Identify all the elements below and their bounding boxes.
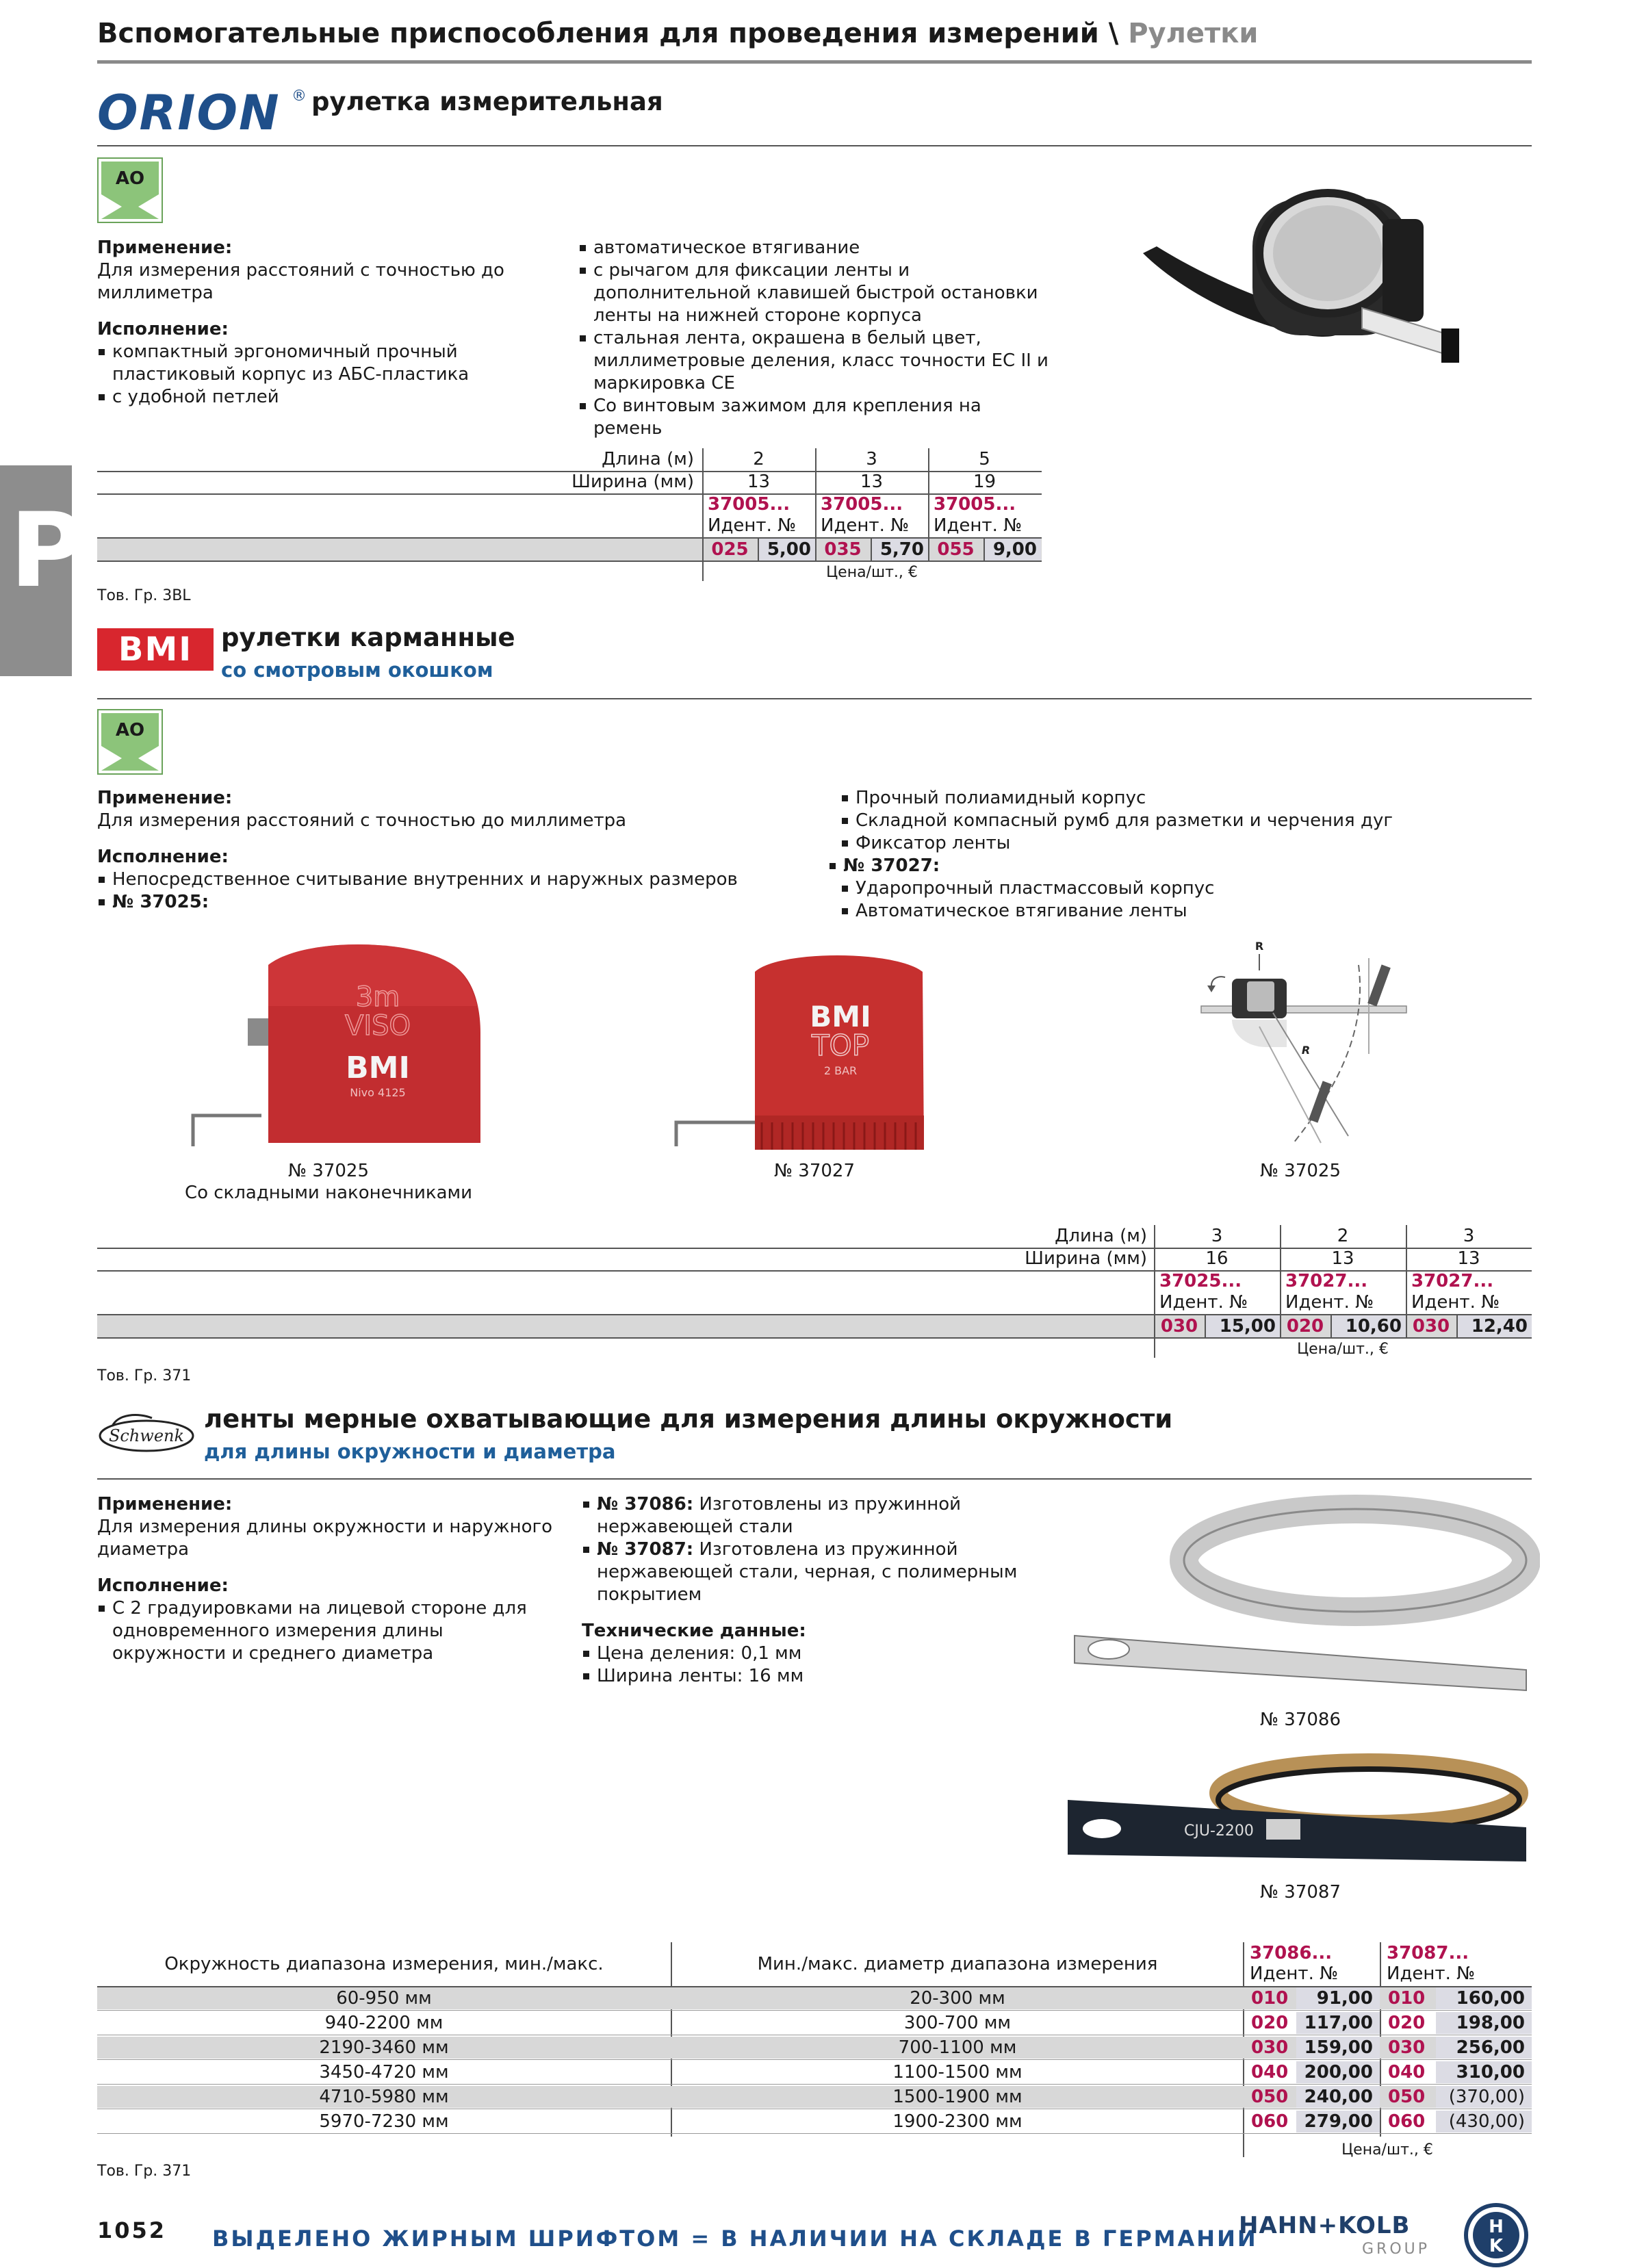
schwenk-logo xyxy=(97,1411,196,1454)
bmi-37027-line2: TOP xyxy=(811,1029,870,1062)
section1-title: рулетка измерительная xyxy=(311,87,663,116)
id-code: 030 xyxy=(1388,2037,1426,2058)
length-row-label-2: Длина (м) xyxy=(1055,1226,1147,1246)
feature-item: Складной компасный румб для разметки и черчения дуг xyxy=(840,810,1526,832)
right-list-a xyxy=(828,787,1526,855)
circumference-value: 5970-7230 мм xyxy=(319,2111,449,2132)
caption-37025-b-line1: № 37025 xyxy=(1259,1161,1341,1181)
length-row-label: Длина (м) xyxy=(602,449,694,469)
id-code: 030 xyxy=(1251,2037,1289,2058)
execution-label-2: Исполнение: xyxy=(97,847,229,867)
diameter-value: 300-700 мм xyxy=(903,2013,1012,2033)
id-label-37087: Идент. № xyxy=(1387,1963,1476,1984)
note-37087 xyxy=(582,1538,1047,1606)
diameter-value: 1900-2300 мм xyxy=(892,2111,1023,2132)
price-value: 10,60 xyxy=(1345,1316,1402,1337)
article-number: 37005... xyxy=(708,494,790,515)
width-value: 13 xyxy=(1457,1248,1480,1269)
price-value: 279,00 xyxy=(1304,2111,1373,2132)
execution-item: компактный эргономичный прочный пластиковый корпус из АБС-пластика xyxy=(97,341,535,386)
header-subtitle: Рулетки xyxy=(1128,18,1259,49)
hahn-kolb-brand: HAHN+KOLB xyxy=(1239,2212,1411,2239)
section2-table xyxy=(97,1225,1532,1362)
price-value: 9,00 xyxy=(992,539,1037,560)
id-label-37086: Идент. № xyxy=(1250,1963,1339,1984)
note-37086-text: Изготовлены из пружинной нержавеющей стали xyxy=(597,1494,962,1537)
header-title: Вспомогательные приспособления для проведения измерений xyxy=(97,18,1099,49)
feature-item: Прочный полиамидный корпус xyxy=(840,787,1526,810)
execution-item: С 2 градуировками на лицевой стороне для одновременного измерения длины окружности и среднего диаметра xyxy=(97,1597,563,1665)
feature-item: Фиксатор ленты xyxy=(840,832,1526,855)
width-value: 13 xyxy=(1331,1248,1354,1269)
note-37086-label: № 37086: xyxy=(597,1494,694,1515)
price-value: 198,00 xyxy=(1456,2013,1525,2033)
diameter-value: 20-300 мм xyxy=(910,1988,1005,2009)
id-code: 040 xyxy=(1388,2062,1426,2083)
id-label: Идент. № xyxy=(934,515,1023,536)
feature-item: Ударопрочный пластмассовый корпус xyxy=(840,877,1526,900)
id-code: 060 xyxy=(1388,2111,1426,2132)
feature-item: автоматическое втягивание xyxy=(578,237,1051,259)
side-tab-glyph: P xyxy=(10,491,85,610)
section3-mid-text xyxy=(582,1493,1047,1688)
article-number: 37027... xyxy=(1411,1271,1494,1291)
id-code: 025 xyxy=(711,539,749,560)
row-divider xyxy=(97,2133,1532,2134)
price-value: (370,00) xyxy=(1448,2087,1525,2107)
section3-title: ленты мерные охватывающие для измерения длины окружности xyxy=(204,1404,1173,1434)
price-value: 5,00 xyxy=(767,539,811,560)
diameter-value: 1100-1500 мм xyxy=(892,2062,1023,2083)
section3-subtitle: для длины окружности и диаметра xyxy=(204,1440,616,1463)
feature-item: Со винтовым зажимом для крепления на ремень xyxy=(578,395,1051,440)
section2-rule xyxy=(97,698,1532,699)
ao-badge xyxy=(97,157,163,223)
section1-table xyxy=(97,448,1042,585)
diameter-value: 700-1100 мм xyxy=(898,2037,1017,2058)
ao-badge-2 xyxy=(97,709,163,775)
price-label-3: Цена/шт., € xyxy=(1341,2141,1433,2159)
tech-list xyxy=(582,1642,1047,1688)
orion-logo-text: ORION xyxy=(97,85,281,141)
section2-title: рулетки карманные xyxy=(221,623,515,652)
art-37086: 37086... xyxy=(1250,1943,1333,1963)
execution-item: Непосредственное считывание внутренних и наружных размеров xyxy=(97,868,816,891)
bmi-logo xyxy=(97,628,214,671)
circumference-value: 2190-3460 мм xyxy=(319,2037,449,2058)
row-divider xyxy=(97,2010,1532,2011)
hahn-kolb-group: GROUP xyxy=(1362,2241,1430,2258)
bmi-37025-line1: 3m xyxy=(355,981,400,1013)
id-label: Идент. № xyxy=(1285,1292,1374,1313)
note-37087-label: № 37087: xyxy=(597,1539,694,1560)
right-list-b xyxy=(828,877,1526,923)
length-value: 2 xyxy=(1337,1226,1349,1246)
caption-37025-a-line1: № 37025 xyxy=(287,1161,369,1181)
application-text-2: Для измерения расстояний с точностью до миллиметра xyxy=(97,810,627,831)
feature-item: с рычагом для фиксации ленты и дополнительной клавишей быстрой остановки ленты на нижней стороне корпуса xyxy=(578,259,1051,327)
header-rule xyxy=(97,60,1532,64)
feature-item: Автоматическое втягивание ленты xyxy=(840,900,1526,923)
caption-37025-b xyxy=(1177,1160,1424,1182)
bmi-37025-image xyxy=(179,938,494,1157)
application-label: Применение: xyxy=(97,237,233,258)
caption-37027-line1: № 37027 xyxy=(773,1161,855,1181)
width-value: 13 xyxy=(747,472,771,492)
tech-label: Технические данные: xyxy=(582,1621,806,1641)
compass-label-r1: R xyxy=(1255,940,1264,953)
art-37087: 37087... xyxy=(1387,1943,1469,1963)
section2-subtitle: со смотровым окошком xyxy=(221,658,493,682)
circumference-value: 3450-4720 мм xyxy=(319,2062,449,2083)
width-row-label: Ширина (мм) xyxy=(571,472,694,492)
tech-item: Цена деления: 0,1 мм xyxy=(582,1642,1047,1665)
id-code: 035 xyxy=(824,539,862,560)
article-number: 37005... xyxy=(934,494,1016,515)
section2-group: Тов. Гр. 371 xyxy=(97,1367,192,1384)
caption-37025-a xyxy=(137,1160,520,1204)
bmi-37027-brand: BMI xyxy=(810,1000,871,1033)
id-label: Идент. № xyxy=(821,515,910,536)
id-code: 050 xyxy=(1388,2087,1426,2107)
bmi-37025-model: Nivo 4125 xyxy=(350,1086,406,1099)
id-code: 020 xyxy=(1286,1316,1324,1337)
price-value: 5,70 xyxy=(879,539,924,560)
id-code: 050 xyxy=(1251,2087,1289,2107)
length-value: 3 xyxy=(1463,1226,1475,1246)
application-label-3: Применение: xyxy=(97,1494,233,1515)
row-divider xyxy=(97,2084,1532,2085)
caption-37087: № 37087 xyxy=(1259,1882,1341,1903)
circumference-value: 4710-5980 мм xyxy=(319,2087,449,2107)
execution-list-2 xyxy=(97,868,816,891)
note-37086 xyxy=(582,1493,1047,1538)
compass-diagram xyxy=(1191,938,1417,1157)
length-value: 5 xyxy=(979,449,990,469)
header-separator: \ xyxy=(1108,18,1119,49)
price-value: (430,00) xyxy=(1448,2111,1525,2132)
orion-tape-image xyxy=(1129,151,1485,370)
id-label: Идент. № xyxy=(1411,1292,1500,1313)
section1-group: Тов. Гр. 3BL xyxy=(97,587,191,604)
section1-rule xyxy=(97,145,1532,146)
features-list xyxy=(578,237,1051,440)
compass-label-r2: R xyxy=(1301,1044,1311,1057)
price-label: Цена/шт., € xyxy=(826,564,918,581)
price-value: 200,00 xyxy=(1304,2062,1373,2083)
length-value: 2 xyxy=(753,449,764,469)
width-value: 19 xyxy=(973,472,996,492)
price-value: 12,40 xyxy=(1471,1316,1528,1337)
no-37025-label: № 37025: xyxy=(97,891,816,914)
id-label: Идент. № xyxy=(708,515,797,536)
caption-37025-a-line2: Со складными наконечниками xyxy=(184,1183,473,1203)
diameter-value: 1500-1900 мм xyxy=(892,2087,1023,2107)
feature-item: стальная лента, окрашена в белый цвет, миллиметровые деления, класс точности EC II и маркировка CE xyxy=(578,327,1051,395)
no-37027-label: № 37027: xyxy=(828,855,1526,877)
width-row-label-2: Ширина (мм) xyxy=(1025,1248,1147,1269)
circumference-value: 940-2200 мм xyxy=(324,2013,443,2033)
application-text: Для измерения расстояний с точностью до миллиметра xyxy=(97,260,504,303)
schwenk-logo-text: Schwenk xyxy=(108,1426,185,1445)
section1-features xyxy=(578,237,1051,440)
section3-group: Тов. Гр. 371 xyxy=(97,2163,192,2180)
col-circumference-header: Окружность диапазона измерения, мин./макс. xyxy=(164,1954,604,1974)
hahn-kolb-logo-k: K xyxy=(1489,2236,1504,2256)
execution-list xyxy=(97,341,535,409)
execution-list-3 xyxy=(97,1597,563,1665)
orion-logo-mark: ® xyxy=(292,88,307,105)
hahn-kolb-logo xyxy=(1463,2202,1529,2268)
id-code: 020 xyxy=(1251,2013,1289,2033)
tape-37087-text: CJU-2200 xyxy=(1184,1822,1254,1840)
length-value: 3 xyxy=(866,449,877,469)
bmi-logo-text: BMI xyxy=(118,630,193,669)
ao-badge-label: AO xyxy=(115,168,145,189)
note-37087-text: Изготовлена из пружинной нержавеющей стали, черная, с полимерным покрытием xyxy=(597,1539,1018,1605)
section1-left-text xyxy=(97,237,535,409)
hahn-kolb-logo-h: H xyxy=(1489,2217,1504,2237)
bmi-37025-brand: BMI xyxy=(346,1051,410,1085)
id-code: 060 xyxy=(1251,2111,1289,2132)
tape-37087-image xyxy=(1061,1752,1540,1889)
id-code: 020 xyxy=(1388,2013,1426,2033)
section2-left-text xyxy=(97,787,816,914)
article-number: 37025... xyxy=(1159,1271,1242,1291)
orion-logo xyxy=(97,85,307,141)
stock-note: ВЫДЕЛЕНО ЖИРНЫМ ШРИФТОМ = В НАЛИЧИИ НА СКЛАДЕ В ГЕРМАНИИ xyxy=(212,2226,1258,2252)
tech-item: Ширина ленты: 16 мм xyxy=(582,1665,1047,1688)
section3-table xyxy=(97,1942,1532,2161)
side-tab xyxy=(0,465,85,676)
tape-37086-image xyxy=(1061,1485,1540,1718)
price-value: 310,00 xyxy=(1456,2062,1525,2083)
price-value: 117,00 xyxy=(1304,2013,1373,2033)
length-value: 3 xyxy=(1211,1226,1223,1246)
id-code: 010 xyxy=(1251,1988,1289,2009)
price-value: 159,00 xyxy=(1304,2037,1373,2058)
width-value: 16 xyxy=(1205,1248,1229,1269)
row-divider xyxy=(97,2059,1532,2060)
bmi-37027-line3: 2 BAR xyxy=(823,1064,858,1077)
id-code: 055 xyxy=(937,539,975,560)
price-value: 256,00 xyxy=(1456,2037,1525,2058)
execution-label-3: Исполнение: xyxy=(97,1575,229,1596)
price-value: 240,00 xyxy=(1304,2087,1373,2107)
section3-left-text xyxy=(97,1493,563,1665)
price-value: 160,00 xyxy=(1456,1988,1525,2009)
caption-37086: № 37086 xyxy=(1259,1710,1341,1730)
id-code: 030 xyxy=(1160,1316,1198,1337)
circumference-value: 60-950 мм xyxy=(336,1988,432,2009)
section3-rule xyxy=(97,1478,1532,1480)
price-value: 91,00 xyxy=(1316,1988,1373,2009)
col-diameter-header: Мин./макс. диаметр диапазона измерения xyxy=(757,1954,1158,1974)
caption-37027 xyxy=(691,1160,938,1182)
article-number: 37027... xyxy=(1285,1271,1368,1291)
application-label-2: Применение: xyxy=(97,788,233,808)
id-code: 010 xyxy=(1388,1988,1426,2009)
ao-badge-2-label: AO xyxy=(115,720,145,740)
application-text-3: Для измерения длины окружности и наружного диаметра xyxy=(97,1517,553,1560)
page-header xyxy=(97,18,1258,49)
execution-label: Исполнение: xyxy=(97,319,229,339)
bmi-37025-line2: VISO xyxy=(344,1010,411,1042)
width-value: 13 xyxy=(860,472,884,492)
article-number: 37005... xyxy=(821,494,903,515)
page-number: 1052 xyxy=(97,2217,167,2243)
id-label: Идент. № xyxy=(1159,1292,1248,1313)
price-label-2: Цена/шт., € xyxy=(1297,1341,1389,1358)
price-value: 15,00 xyxy=(1219,1316,1276,1337)
bmi-37027-image xyxy=(663,944,950,1157)
id-code: 030 xyxy=(1412,1316,1450,1337)
id-code: 040 xyxy=(1251,2062,1289,2083)
section2-right-text xyxy=(828,787,1526,923)
execution-item: с удобной петлей xyxy=(97,386,535,409)
